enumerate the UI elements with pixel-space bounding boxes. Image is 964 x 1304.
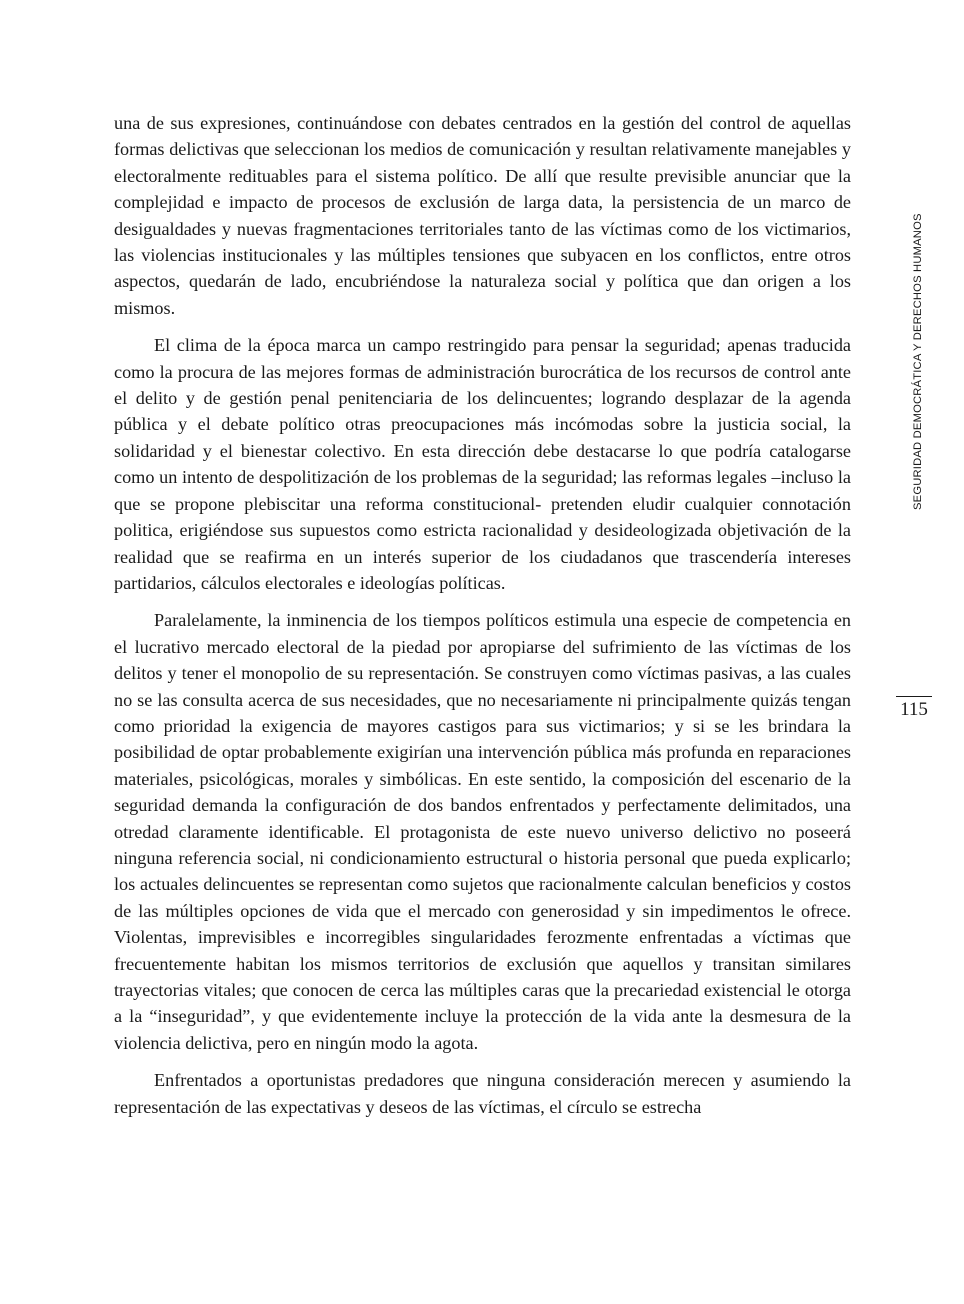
page-number: 115 [900,699,928,720]
paragraph-3: Paralelamente, la inminencia de los tiempos políticos estimula una especie de competencia en el lucrativo mercado electoral de la piedad por apropiarse del sufrimiento de las víctimas de los delitos y tener el monopolio de su representación. Se construyen como víctimas pasivas, a las cuales no se las consulta acerca de sus necesidades, que no necesariamente ni principalmente quizás tengan como prioridad la exigencia de mayores castigos para sus victimarios; y si se les brindara la posibilidad de optar probablemente exigirían una intervención pública más profunda en reparaciones materiales, psicológicas, morales y simbólicas. En este sentido, la composición del escenario de la seguridad demanda la configuración de dos bandos enfrentados y perfectamente delimitados, una otredad claramente identificable. El protagonista de este nuevo universo delictivo no poseerá ninguna referencia social, ni condicionamiento estructural o historia personal que pueda explicarlo; los actuales delincuentes se representan como sujetos que racionalmente calculan beneficios y costos de las múltiples opciones de vida que el mercado con generosidad y sin impedimentos le ofrece. Violentas, imprevisibles e incorregibles singularidades ferozmente enfrentadas a víctimas que frecuentemente habitan los mismos territorios de exclusión que aquellos y transitan similares trayectorias vitales; que conocen de cerca las múltiples caras que la precariedad existencial le otorga a la “inseguridad”, y que evidentemente incluye la protección de la vida ante la desmesura de la violencia delictiva, pero en ningún modo la agota. [114,610,851,1053]
paragraph-4: Enfrentados a oportunistas predadores que ninguna consideración merecen y asumiendo la representación de las expectativas y deseos de las víctimas, el círculo se estrecha [114,1070,851,1117]
body-text [114,110,851,1131]
paragraph-1: una de sus expresiones, continuándose con debates centrados en la gestión del control de aquellas formas delictivas que seleccionan los medios de comunicación y resultan relativamente manejables y electoralmente redituables para el sistema político. De allí que resulte previsible anunciar que la complejidad e impacto de procesos de exclusión de larga data, la persistencia de un marco de desigualdades y nuevas fragmentaciones territoriales tanto de las víctimas como de los victimarios, las violencias institucionales y las múltiples tensiones que subyacen en los conflictos, entre otros aspectos, quedarán de lado, encubriéndose la naturaleza social y política que dan origen a los mismos. [114,113,851,318]
page-number-rule [896,696,932,697]
running-head: SEGURIDAD DEMOCRÁTICA Y DERECHOS HUMANOS [912,213,924,510]
paragraph-2: El clima de la época marca un campo restringido para pensar la seguridad; apenas traducida como la procura de las mejores formas de administración burocrática de los recursos de control ante el delito y de gestión penal penitenciaria de los delincuentes; logrando desplazar de la agenda pública y el debate político otras preocupaciones más incómodas sobre la justicia social, la solidaridad y el bienestar colectivo. En esta dirección debe destacarse lo que podría catalogarse como un intento de despolitización de los problemas de la seguridad; las reformas legales –incluso la que se propone plebiscitar una reforma constitucional- pretenden eludir cualquier connotación politica, erigiéndose sus supuestos como estricta racionalidad y desideologizada objetivación de la realidad que se reafirma en un interés superior de los ciudadanos que trascendería intereses partidarios, cálculos electorales e ideologías políticas. [114,335,851,593]
